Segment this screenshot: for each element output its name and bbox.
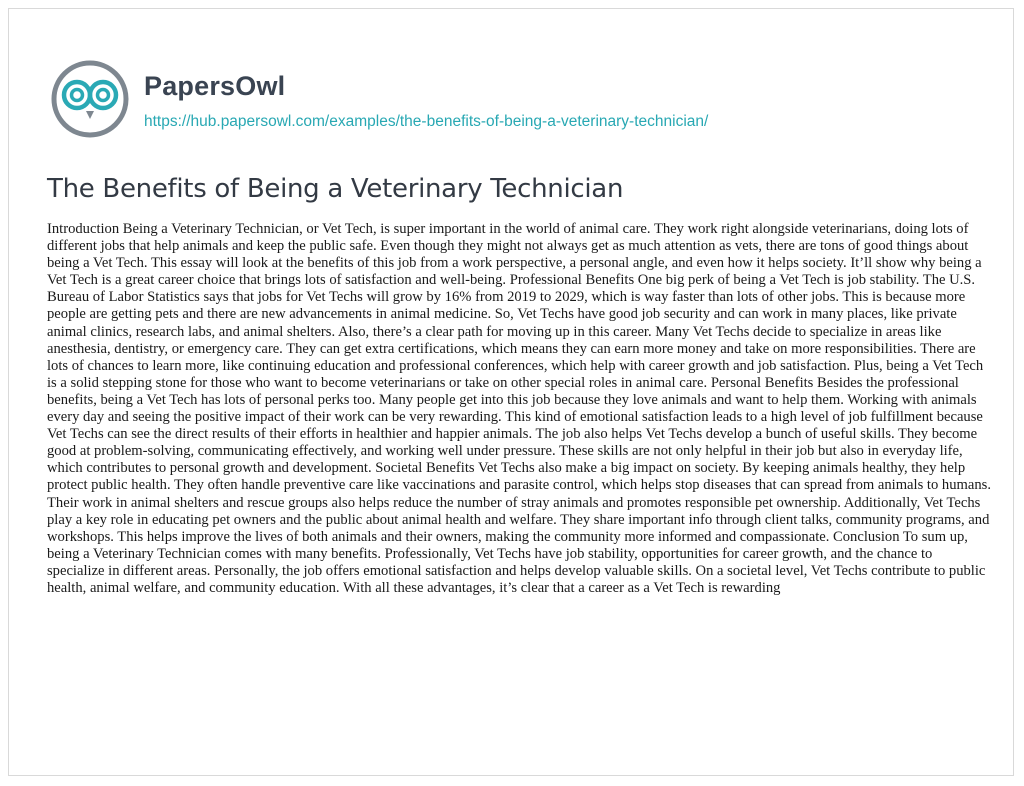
owl-eyes-logo-icon xyxy=(46,55,134,143)
brand xyxy=(144,70,708,133)
brand-name: PapersOwl xyxy=(144,70,286,101)
source-url-link[interactable]: https://hub.papersowl.com/examples/the-benefits-of-being-a-veterinary-technician/ xyxy=(144,112,709,130)
article-body: Introduction Being a Veterinary Technician, or Vet Tech, is super important in the world of animal care. They work right alongside veterinarians, doing lots of different jobs that help animals and keep the public safe. Even though they might not always get as much attention as vets, there are tons of good things about being a Vet Tech. This essay will look at the benefits of this job from a work perspective, a personal angle, and even how it helps society. It’ll show why being a Vet Tech is a great career choice that brings lots of satisfaction and well-being. Professional Benefits One big perk of being a Vet Tech is job stability. The U.S. Bureau of Labor Statistics says that jobs for Vet Techs will grow by 16% from 2019 to 2029, which is way faster than lots of other jobs. This is because more people are getting pets and there are new advancements in animal medicine. So, Vet Techs have good job security and can work in many places, like private animal clinics, research labs, and animal shelters. Also, there’s a clear path for moving up in this career. Many Vet Techs decide to specialize in areas like anesthesia, dentistry, or emergency care. They can get extra certifications, which means they can earn more money and take on more responsibilities. There are lots of chances to learn more, like continuing education and professional conferences, which help with career growth and job satisfaction. Plus, being a Vet Tech is a solid stepping stone for those who want to become veterinarians or take on other special roles in animal care. Personal Benefits Besides the professional benefits, being a Vet Tech has lots of personal perks too. Many people get into this job because they love animals and want to help them. Working with animals every day and seeing the positive impact of their work can be very rewarding. This kind of emotional satisfaction leads to a high level of job fulfillment because Vet Techs can see the direct results of their efforts in healthier and happier animals. The job also helps Vet Techs develop a bunch of useful skills. They become good at problem-solving, communicating effectively, and working well under pressure. These skills are not only helpful in their job but also in everyday life, which contributes to personal growth and development. Societal Benefits Vet Techs also make a big impact on society. By keeping animals healthy, they help protect public health. They often handle preventive care like vaccinations and parasite control, which helps stop diseases that can spread from animals to humans. Their work in animal shelters and rescue groups also helps reduce the number of stray animals and promotes responsible pet ownership. Additionally, Vet Techs play a key role in educating pet owners and the public about animal health and welfare. They share important info through client talks, community programs, and workshops. This helps improve the lives of both animals and their owners, making the community more informed and compassionate. Conclusion To sum up, being a Veterinary Technician comes with many benefits. Professionally, Vet Techs have job stability, opportunities for career growth, and the chance to specialize in different areas. Personally, the job offers emotional satisfaction and helps develop valuable skills. On a societal level, Vet Techs contribute to public health, animal welfare, and community education. With all these advantages, it’s clear that a career as a Vet Tech is rewarding xyxy=(47,221,991,596)
header xyxy=(46,55,708,143)
page-title: The Benefits of Being a Veterinary Technician xyxy=(47,174,624,204)
